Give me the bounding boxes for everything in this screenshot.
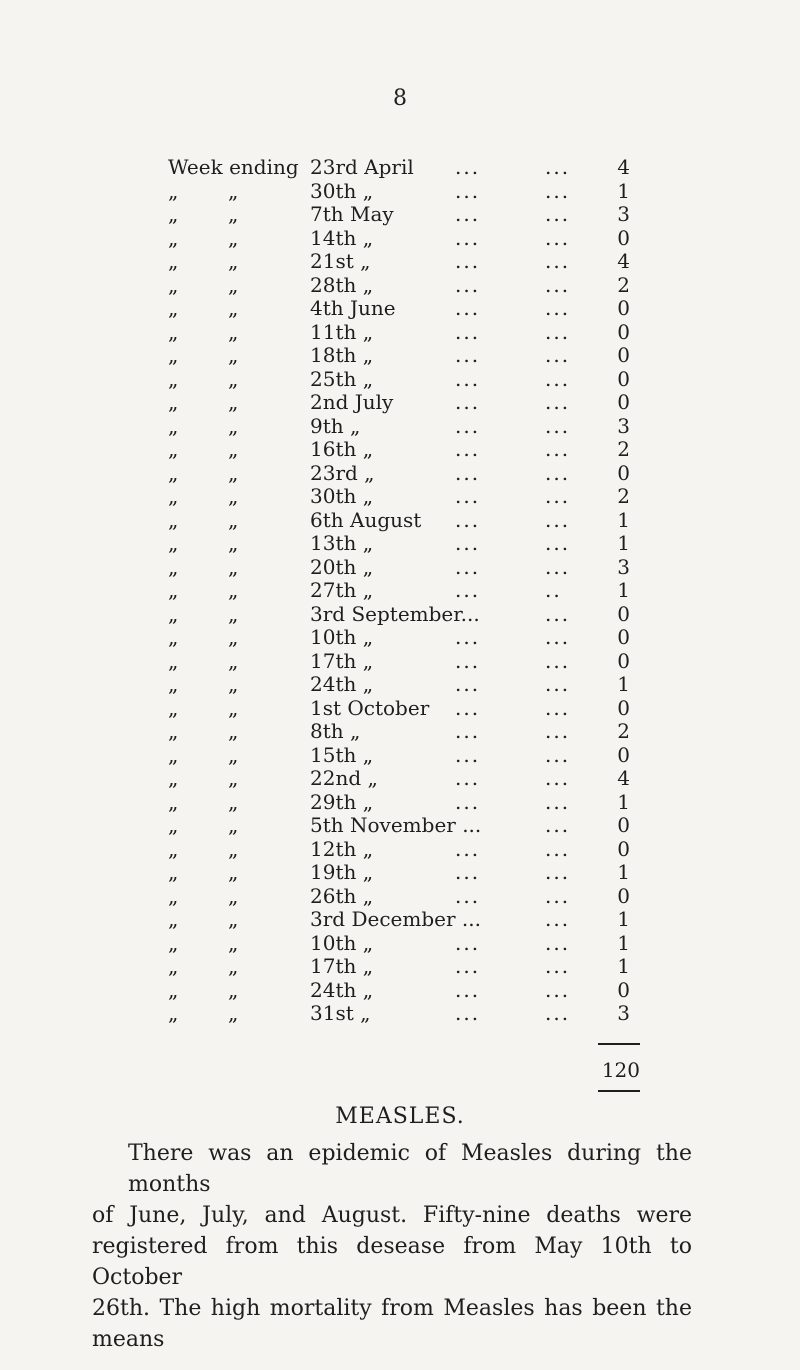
row-cell-c3: 30th „ (310, 178, 374, 203)
row-cell-c1: „ (168, 860, 179, 884)
row-cell-c3: 16th „ (310, 437, 374, 461)
row-cell-c3: 17th „ (310, 954, 374, 978)
row-cell-c2: „ (228, 178, 239, 203)
table-row (0, 297, 800, 321)
row-cell-c3: 15th „ (310, 742, 374, 767)
row-cell-c1: „ (168, 178, 179, 203)
table-row (0, 368, 800, 392)
row-cell-c2: „ (228, 531, 239, 555)
row-cell-c5: ... (545, 672, 571, 696)
row-cell-c2: „ (228, 813, 239, 837)
table-row (0, 767, 800, 791)
row-cell-c1: Week ending (168, 155, 299, 179)
row-cell-c5: ... (545, 930, 571, 955)
row-cell-c2: „ (228, 625, 239, 649)
row-cell-c4: ... (455, 977, 481, 1002)
table-row (0, 720, 800, 744)
row-cell-c1: „ (168, 930, 179, 955)
row-cell-c2: „ (228, 672, 239, 696)
row-cell-c1: „ (168, 813, 179, 837)
weekly-deaths-table (0, 156, 800, 1026)
row-count: 0 (617, 390, 630, 414)
table-row (0, 885, 800, 909)
row-cell-c1: „ (168, 789, 179, 814)
row-count: 4 (617, 766, 630, 790)
paragraph-line: There was an epidemic of Measles during the months (128, 1141, 692, 1197)
row-count: 1 (617, 907, 630, 931)
row-cell-c1: „ (168, 742, 179, 767)
row-cell-c5: .. (545, 578, 562, 602)
row-cell-c4: ... (455, 413, 481, 438)
row-cell-c1: „ (168, 719, 179, 743)
row-cell-c3: 12th „ (310, 836, 374, 861)
row-cell-c1: „ (168, 225, 179, 250)
table-row (0, 532, 800, 556)
table-row (0, 1002, 800, 1026)
row-cell-c1: „ (168, 907, 179, 931)
row-cell-c5: ... (545, 648, 571, 673)
row-cell-c1: „ (168, 766, 179, 790)
row-count: 3 (617, 413, 630, 438)
row-cell-c3: 7th May (310, 202, 394, 226)
row-count: 1 (617, 860, 630, 884)
row-count: 0 (617, 648, 630, 673)
row-cell-c4: ... (455, 249, 481, 273)
row-cell-c1: „ (168, 554, 179, 579)
row-cell-c1: „ (168, 625, 179, 649)
row-cell-c4: ... (455, 578, 481, 602)
row-cell-c5: ... (545, 413, 571, 438)
row-cell-c4: ... (455, 155, 481, 179)
row-cell-c2: „ (228, 789, 239, 814)
row-cell-c5: ... (545, 178, 571, 203)
row-cell-c3: 27th „ (310, 578, 374, 602)
row-cell-c5: ... (545, 225, 571, 250)
table-row (0, 556, 800, 580)
row-cell-c4: ... (455, 695, 481, 720)
table-row (0, 955, 800, 979)
row-cell-c4: ... (455, 719, 481, 743)
table-row (0, 227, 800, 251)
row-cell-c1: „ (168, 202, 179, 226)
row-cell-c1: „ (168, 1001, 179, 1025)
row-count: 0 (617, 625, 630, 649)
row-cell-c2: „ (228, 413, 239, 438)
total-rule-bottom (598, 1090, 640, 1092)
row-cell-c5: ... (545, 836, 571, 861)
row-count: 2 (617, 719, 630, 743)
row-cell-c1: „ (168, 484, 179, 508)
row-cell-c5: ... (545, 343, 571, 367)
row-cell-c3: 3rd September... (310, 601, 480, 626)
table-row (0, 814, 800, 838)
table-row (0, 744, 800, 768)
total-value: 120 (601, 1058, 640, 1082)
table-row (0, 979, 800, 1003)
total-rule-top (598, 1043, 640, 1045)
row-cell-c2: „ (228, 766, 239, 790)
table-row (0, 321, 800, 345)
row-cell-c4: ... (455, 460, 481, 485)
row-cell-c1: „ (168, 672, 179, 696)
row-cell-c3: 4th June (310, 296, 396, 320)
row-count: 2 (617, 437, 630, 461)
row-count: 1 (617, 954, 630, 978)
row-count: 0 (617, 977, 630, 1002)
row-cell-c4: ... (455, 954, 481, 978)
paragraph-line: 26th. The high mortality from Measles has been the means (92, 1296, 692, 1352)
table-row (0, 391, 800, 415)
row-cell-c4: ... (455, 672, 481, 696)
table-row (0, 438, 800, 462)
row-cell-c4: ... (455, 390, 481, 414)
row-cell-c3: 3rd December ... (310, 907, 481, 931)
row-cell-c5: ... (545, 907, 571, 931)
row-cell-c3: 18th „ (310, 343, 374, 367)
row-cell-c1: „ (168, 648, 179, 673)
table-row (0, 932, 800, 956)
table-row (0, 861, 800, 885)
row-cell-c1: „ (168, 343, 179, 367)
row-cell-c5: ... (545, 249, 571, 273)
table-row (0, 673, 800, 697)
row-count: 0 (617, 813, 630, 837)
row-cell-c3: 24th „ (310, 672, 374, 696)
row-cell-c5: ... (545, 155, 571, 179)
row-count: 0 (617, 225, 630, 250)
table-row (0, 838, 800, 862)
row-cell-c4: ... (455, 625, 481, 649)
row-cell-c3: 2nd July (310, 390, 394, 414)
row-cell-c5: ... (545, 883, 571, 908)
row-cell-c3: 21st „ (310, 249, 371, 273)
row-cell-c5: ... (545, 954, 571, 978)
row-cell-c1: „ (168, 695, 179, 720)
row-cell-c3: 22nd „ (310, 766, 378, 790)
row-cell-c2: „ (228, 507, 239, 532)
paragraph-line: of June, July, and August. Fifty-nine deaths were (92, 1203, 692, 1228)
row-cell-c5: ... (545, 531, 571, 555)
row-cell-c3: 23rd April (310, 155, 414, 179)
row-cell-c2: „ (228, 648, 239, 673)
row-count: 3 (617, 202, 630, 226)
row-count: 3 (617, 1001, 630, 1025)
row-cell-c5: ... (545, 601, 571, 626)
row-cell-c4: ... (455, 789, 481, 814)
row-cell-c3: 24th „ (310, 977, 374, 1002)
row-cell-c1: „ (168, 578, 179, 602)
row-cell-c5: ... (545, 507, 571, 532)
row-cell-c4: ... (455, 366, 481, 391)
row-cell-c5: ... (545, 977, 571, 1002)
row-cell-c5: ... (545, 272, 571, 297)
row-count: 1 (617, 178, 630, 203)
table-row (0, 180, 800, 204)
table-row (0, 415, 800, 439)
row-cell-c5: ... (545, 390, 571, 414)
row-cell-c2: „ (228, 719, 239, 743)
row-cell-c4: ... (455, 883, 481, 908)
row-count: 3 (617, 554, 630, 579)
row-cell-c3: 28th „ (310, 272, 374, 297)
row-cell-c2: „ (228, 554, 239, 579)
row-cell-c3: 17th „ (310, 648, 374, 673)
row-cell-c5: ... (545, 766, 571, 790)
row-cell-c2: „ (228, 249, 239, 273)
row-count: 0 (617, 460, 630, 485)
row-cell-c1: „ (168, 977, 179, 1002)
row-cell-c2: „ (228, 930, 239, 955)
row-cell-c3: 1st October (310, 695, 430, 720)
table-row (0, 156, 800, 180)
row-cell-c5: ... (545, 742, 571, 767)
row-cell-c4: ... (455, 343, 481, 367)
row-cell-c2: „ (228, 366, 239, 391)
row-cell-c5: ... (545, 695, 571, 720)
row-cell-c4: ... (455, 554, 481, 579)
row-cell-c2: „ (228, 484, 239, 508)
table-row (0, 274, 800, 298)
row-cell-c4: ... (455, 202, 481, 226)
row-count: 0 (617, 319, 630, 344)
row-cell-c1: „ (168, 296, 179, 320)
row-cell-c5: ... (545, 1001, 571, 1025)
row-count: 0 (617, 836, 630, 861)
row-count: 1 (617, 672, 630, 696)
row-cell-c4: ... (455, 484, 481, 508)
row-cell-c4: ... (455, 531, 481, 555)
row-cell-c2: „ (228, 907, 239, 931)
row-cell-c3: 8th „ (310, 719, 361, 743)
row-cell-c2: „ (228, 1001, 239, 1025)
row-cell-c1: „ (168, 883, 179, 908)
row-cell-c4: ... (455, 225, 481, 250)
table-row (0, 462, 800, 486)
paragraph (92, 1138, 692, 1355)
row-cell-c5: ... (545, 554, 571, 579)
row-cell-c3: 25th „ (310, 366, 374, 391)
row-cell-c4: ... (455, 319, 481, 344)
row-cell-c4: ... (455, 178, 481, 203)
row-cell-c4: ... (455, 860, 481, 884)
row-cell-c3: 30th „ (310, 484, 374, 508)
row-cell-c1: „ (168, 249, 179, 273)
row-cell-c3: 19th „ (310, 860, 374, 884)
row-cell-c2: „ (228, 460, 239, 485)
row-cell-c2: „ (228, 343, 239, 367)
row-cell-c2: „ (228, 601, 239, 626)
row-cell-c2: „ (228, 695, 239, 720)
row-count: 2 (617, 272, 630, 297)
row-count: 0 (617, 601, 630, 626)
row-cell-c3: 26th „ (310, 883, 374, 908)
row-cell-c1: „ (168, 413, 179, 438)
page-number: 8 (393, 86, 407, 111)
paragraph-line: registered from this desease from May 10th to October (92, 1234, 692, 1290)
table-row (0, 509, 800, 533)
row-cell-c3: 29th „ (310, 789, 374, 814)
row-cell-c4: ... (455, 437, 481, 461)
row-cell-c1: „ (168, 507, 179, 532)
row-cell-c3: 31st „ (310, 1001, 371, 1025)
row-count: 1 (617, 531, 630, 555)
row-cell-c4: ... (455, 507, 481, 532)
table-row (0, 603, 800, 627)
row-count: 0 (617, 883, 630, 908)
row-cell-c1: „ (168, 954, 179, 978)
row-count: 1 (617, 930, 630, 955)
row-cell-c4: ... (455, 648, 481, 673)
row-count: 2 (617, 484, 630, 508)
table-row (0, 485, 800, 509)
row-cell-c2: „ (228, 296, 239, 320)
table-row (0, 791, 800, 815)
row-cell-c5: ... (545, 813, 571, 837)
row-count: 0 (617, 742, 630, 767)
row-cell-c1: „ (168, 460, 179, 485)
row-cell-c4: ... (455, 1001, 481, 1025)
row-cell-c1: „ (168, 272, 179, 297)
table-row (0, 650, 800, 674)
row-cell-c3: 9th „ (310, 413, 361, 438)
row-cell-c2: „ (228, 977, 239, 1002)
row-cell-c3: 10th „ (310, 930, 374, 955)
row-cell-c4: ... (455, 296, 481, 320)
row-cell-c1: „ (168, 319, 179, 344)
row-cell-c4: ... (455, 742, 481, 767)
row-cell-c2: „ (228, 860, 239, 884)
row-count: 1 (617, 578, 630, 602)
row-cell-c5: ... (545, 460, 571, 485)
row-cell-c4: ... (455, 836, 481, 861)
row-cell-c4: ... (455, 930, 481, 955)
table-row (0, 203, 800, 227)
row-count: 0 (617, 366, 630, 391)
row-cell-c5: ... (545, 484, 571, 508)
row-count: 4 (617, 155, 630, 179)
row-cell-c4: ... (455, 766, 481, 790)
row-count: 1 (617, 789, 630, 814)
row-cell-c5: ... (545, 366, 571, 391)
row-cell-c3: 10th „ (310, 625, 374, 649)
row-cell-c5: ... (545, 719, 571, 743)
row-cell-c1: „ (168, 601, 179, 626)
row-cell-c3: 14th „ (310, 225, 374, 250)
row-cell-c2: „ (228, 954, 239, 978)
row-cell-c3: 5th November ... (310, 813, 482, 837)
row-cell-c1: „ (168, 531, 179, 555)
row-cell-c1: „ (168, 366, 179, 391)
row-cell-c3: 20th „ (310, 554, 374, 579)
row-cell-c2: „ (228, 578, 239, 602)
row-cell-c2: „ (228, 390, 239, 414)
table-row (0, 250, 800, 274)
section-heading: MEASLES. (335, 1104, 465, 1129)
row-cell-c1: „ (168, 437, 179, 461)
table-row (0, 697, 800, 721)
row-cell-c2: „ (228, 319, 239, 344)
row-cell-c2: „ (228, 437, 239, 461)
row-count: 0 (617, 695, 630, 720)
row-cell-c5: ... (545, 860, 571, 884)
table-row (0, 626, 800, 650)
row-cell-c5: ... (545, 296, 571, 320)
row-cell-c3: 11th „ (310, 319, 374, 344)
row-cell-c3: 6th August (310, 507, 422, 532)
row-count: 0 (617, 296, 630, 320)
row-cell-c2: „ (228, 836, 239, 861)
row-cell-c2: „ (228, 202, 239, 226)
row-count: 1 (617, 507, 630, 532)
row-cell-c3: 13th „ (310, 531, 374, 555)
row-cell-c5: ... (545, 202, 571, 226)
row-count: 4 (617, 249, 630, 273)
row-cell-c3: 23rd „ (310, 460, 375, 485)
row-cell-c1: „ (168, 836, 179, 861)
row-cell-c2: „ (228, 272, 239, 297)
row-cell-c4: ... (455, 272, 481, 297)
table-row (0, 908, 800, 932)
row-cell-c2: „ (228, 225, 239, 250)
table-row (0, 579, 800, 603)
row-cell-c5: ... (545, 789, 571, 814)
row-cell-c1: „ (168, 390, 179, 414)
table-row (0, 344, 800, 368)
row-cell-c5: ... (545, 437, 571, 461)
row-cell-c2: „ (228, 742, 239, 767)
row-count: 0 (617, 343, 630, 367)
row-cell-c5: ... (545, 319, 571, 344)
row-cell-c2: „ (228, 883, 239, 908)
row-cell-c5: ... (545, 625, 571, 649)
